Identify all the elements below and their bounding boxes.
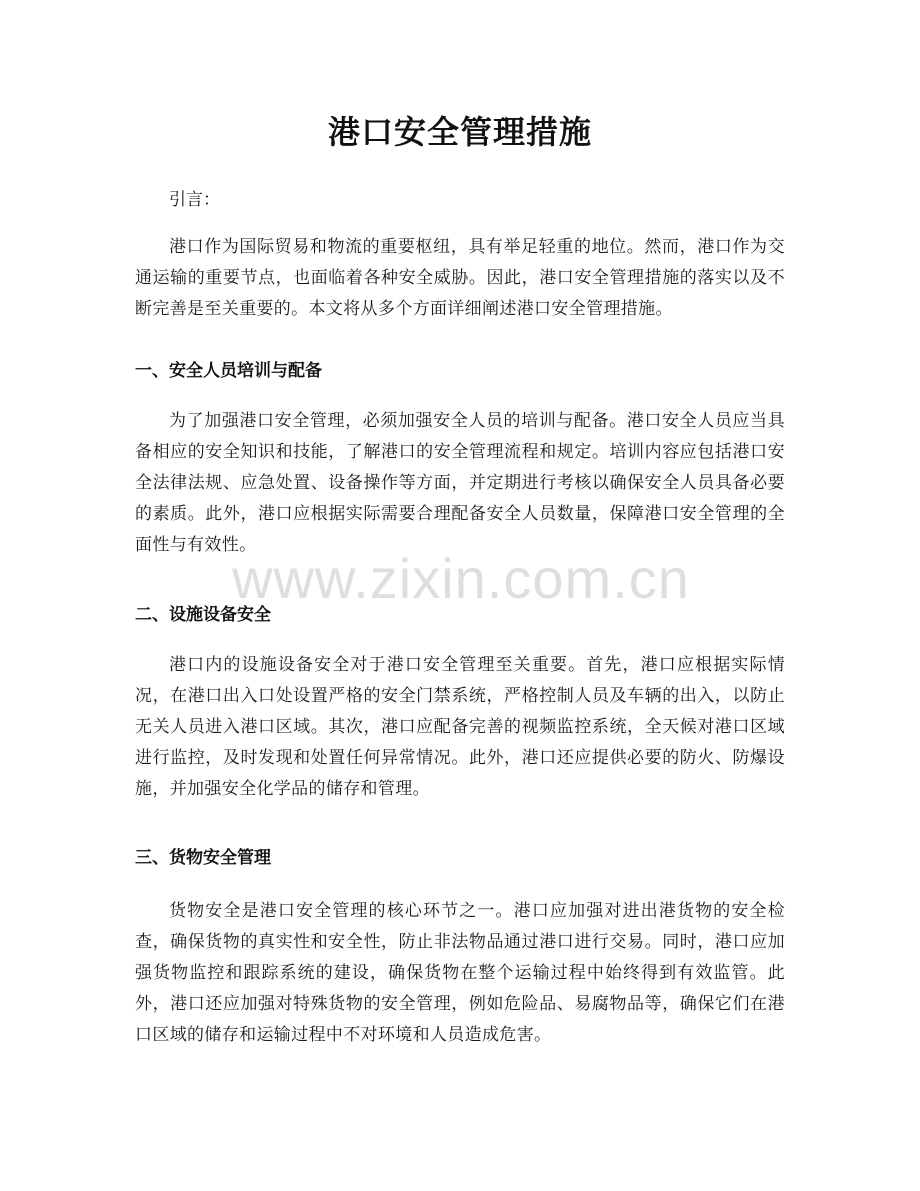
intro-paragraph: 港口作为国际贸易和物流的重要枢纽，具有举足轻重的地位。然而，港口作为交通运输的重要节点，也面临着各种安全威胁。因此，港口安全管理措施的落实以及不断完善是至关重要的。本文将从多个方面详细阐述港口安全管理措施。 — [135, 237, 785, 319]
section-paragraph-1: 为了加强港口安全管理，必须加强安全人员的培训与配备。港口安全人员应当具备相应的安全知识和技能，了解港口的安全管理流程和规定。培训内容应包括港口安全法律法规、应急处置、设备操作等方面，并定期进行考核以确保安全人员具备必要的素质。此外，港口应根据实际需要合理配备安全人员数量，保障港口安全管理的全面性与有效性。 — [135, 411, 785, 555]
document-title: 港口安全管理措施 — [327, 113, 592, 151]
section-paragraph-3: 货物安全是港口安全管理的核心环节之一。港口应加强对进出港货物的安全检查，确保货物的真实性和安全性，防止非法物品通过港口进行交易。同时，港口应加强货物监控和跟踪系统的建设，确保货物在整个运输过程中始终得到有效监管。此外，港口还应加强对特殊货物的安全管理，例如危险品、易腐物品等，确保它们在港口区域的储存和运输过程中不对环境和人员造成危害。 — [135, 901, 785, 1045]
intro-label: 引言： — [169, 190, 220, 210]
section-heading-2: 二、设施设备安全 — [135, 605, 271, 625]
section-paragraph-2: 港口内的设施设备安全对于港口安全管理至关重要。首先，港口应根据实际情况，在港口出入口处设置严格的安全门禁系统，严格控制人员及车辆的出入，以防止无关人员进入港口区域。其次，港口应配备完善的视频监控系统，全天候对港口区域进行监控，及时发现和处置任何异常情况。此外，港口还应提供必要的防火、防爆设施，并加强安全化学品的储存和管理。 — [135, 655, 785, 799]
section-heading-3: 三、货物安全管理 — [135, 848, 271, 868]
watermark-text: www.zixin.com.cn — [232, 547, 690, 610]
section-heading-1: 一、安全人员培训与配备 — [135, 361, 322, 381]
